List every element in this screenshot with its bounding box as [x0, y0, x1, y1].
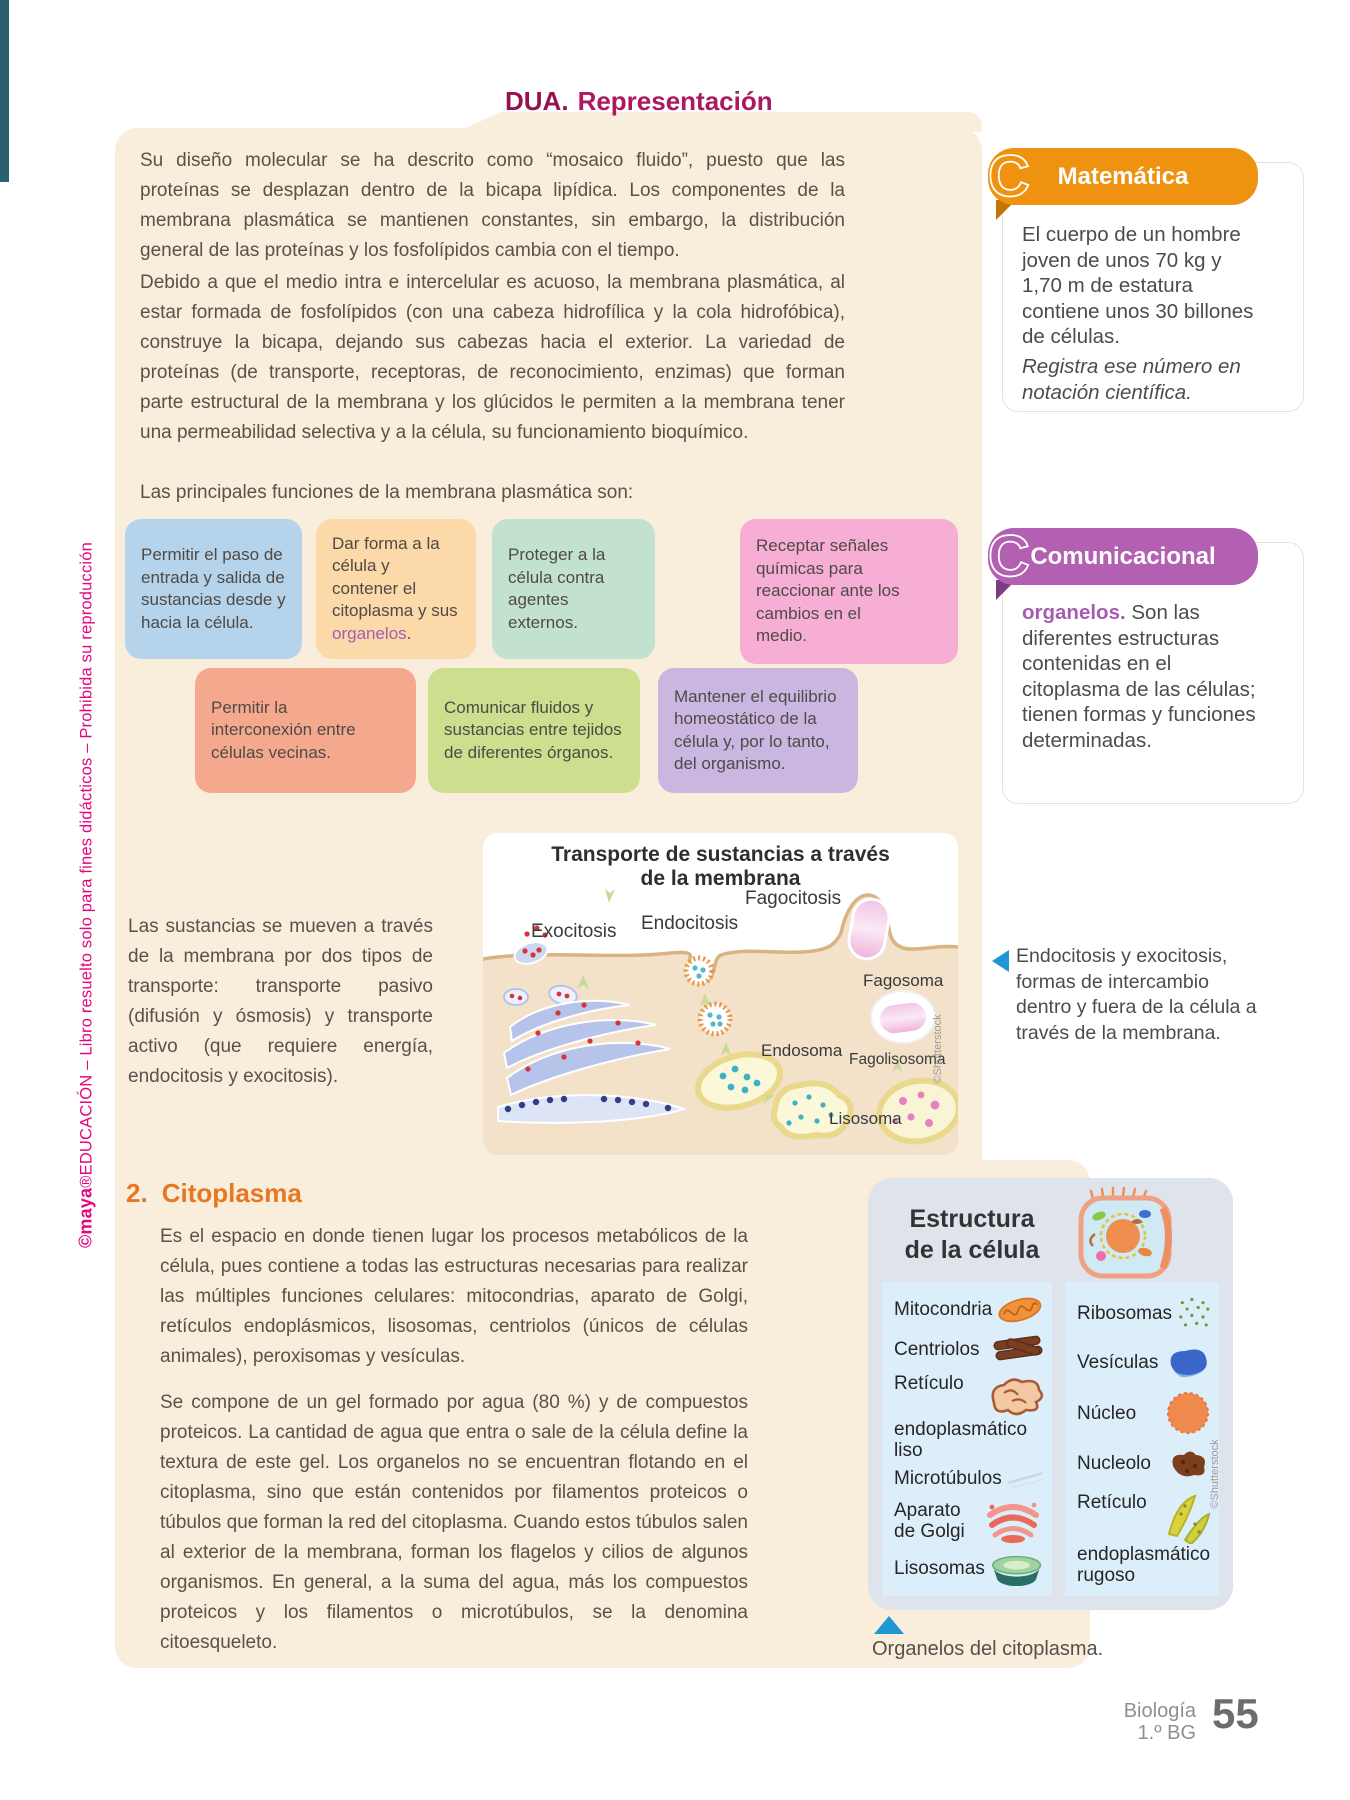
diagram-title-line2: de la membrana	[640, 867, 801, 890]
organelle-row-microtubulos	[894, 1468, 1044, 1489]
transport-paragraph: Las sustancias se mueven a través de la membrana por dos tipos de transporte: transporte pasivo (difusión y ósmosis) y transporte activo (que requiere energía, endocitosis y exocitosis).	[128, 916, 433, 1087]
membrane-paragraph-1: Su diseño molecular se ha descrito como “mosaico fluido”, puesto que las proteínas se desplazan dentro de la bicapa lipídica. Los componentes de la membrana plasmática se mantienen constantes, sin embargo, la distribución general de las proteínas y los fosfolípidos cambia con el tiempo.	[140, 150, 845, 261]
organelle-label: Núcleo	[1077, 1402, 1137, 1424]
matematica-body: El cuerpo de un hombre joven de unos 70 kg y 1,70 m de estatura contiene unos 30 billones de células.	[1022, 223, 1254, 348]
panel-credit: ©Shutterstock	[1209, 1439, 1221, 1509]
dua-label: DUA.	[505, 86, 569, 116]
membrane-transport-diagram	[483, 833, 958, 1155]
dua-tab-notch	[464, 112, 500, 129]
nucleus-icon	[1165, 1391, 1211, 1435]
organelle-label: Retículo endoplasmático liso	[894, 1372, 1028, 1461]
cell-structure-panel	[868, 1178, 1233, 1610]
endocitosis-pit	[686, 958, 712, 984]
organelle-row-lisosomas	[894, 1552, 1044, 1586]
function-box-text: Receptar señales químicas para reaccionar ante los cambios en el medio.	[756, 536, 900, 646]
publisher-name: ®EDUCACIÓN	[77, 1074, 96, 1188]
organelle-row-ribosomas	[1077, 1292, 1211, 1334]
section-heading-citoplasma	[126, 1178, 302, 1209]
caption-triangle-up-icon	[874, 1616, 904, 1634]
organelle-row-centriolos	[894, 1333, 1044, 1365]
section-title: Citoplasma	[161, 1178, 302, 1208]
label-fagosoma: Fagosoma	[863, 971, 944, 990]
membrane-diagram-caption: Endocitosis y exocitosis, formas de intercambio dentro y fuera de la célula a través de la membrana.	[1016, 945, 1257, 1044]
cell-thumbnail-icon	[1071, 1186, 1181, 1281]
footer-grade: 1.º BG	[1137, 1722, 1196, 1744]
nucleolus-icon	[1165, 1446, 1211, 1482]
organelle-label: Mitocondria	[894, 1298, 993, 1320]
glossary-term: organelos.	[1022, 601, 1126, 624]
diagram-title	[483, 843, 958, 891]
glossary-definition: Son las diferentes estructuras contenidas en el citoplasma de las células; tienen formas y funciones determinadas.	[1022, 601, 1256, 752]
svg-text:C: C	[988, 524, 1030, 589]
matematica-task: Registra ese número en notación científica.	[1022, 355, 1241, 404]
organelles-column-left	[882, 1282, 1052, 1596]
organelle-row-re-rugoso	[1077, 1492, 1211, 1586]
corner-accent-bar	[0, 0, 9, 182]
function-box-text: Permitir el paso de entrada y salida de sustancias desde y hacia la célula.	[141, 545, 286, 632]
box-text-before: Dar forma a la célula y contener el citoplasma y sus	[332, 533, 458, 621]
copyright-notice: – Libro resuelto solo para fines didácticos – Prohibida su reproducción	[77, 541, 96, 1075]
function-box-interconexion	[195, 668, 416, 793]
label-endocitosis: Endocitosis	[641, 913, 739, 934]
comunicacional-body	[1022, 600, 1270, 753]
organelles-caption: Organelos del citoplasma.	[872, 1638, 1104, 1660]
coated-vesicle	[700, 1004, 730, 1034]
box-text-after: .	[406, 623, 412, 643]
label-fagocitosis: Fagocitosis	[745, 888, 842, 909]
organelle-label: Retículo endoplasmático rugoso	[1077, 1492, 1211, 1586]
label-exocitosis: Exocitosis	[531, 921, 617, 942]
function-box-text: Mantener el equilibrio homeostático de la célula y, por lo tanto, del organismo.	[674, 686, 837, 773]
organelle-row-nucleolo	[1077, 1446, 1211, 1482]
function-box-text: Permitir la interconexión entre células vecinas.	[211, 697, 356, 762]
citoplasma-paragraph-2: Se compone de un gel formado por agua (80 %) y de compuestos proteicos. La cantidad de agua que entra o sale de la célula define la textura de este gel. Los organelos no se encuentran flotando en el citoplasma, sino que están contenidos por filamentos proteicos o túbulos que forman la red del citoplasma. Cuando estos túbulos salen al exterior de la membrana, forman los flagelos y cilios de algunos organismos. En general, a la suma del agua, más los compuestos proteicos y los filamentos o microtúbulos, se la denomina citoesqueleto.	[160, 1392, 748, 1653]
footer-course	[1058, 1700, 1196, 1744]
membrane-paragraph-2: Debido a que el medio intra e intercelular es acuoso, la membrana plasmática, al estar formada de fosfolípidos (con una cabeza hidrofílica y la cola hidrofóbica), construye la bicapa, dejando sus cabezas hacia el exterior. La variedad de proteínas (de transporte, receptoras, de reconocimiento, enzimas) que forman parte estructural de la membrana y los glúcidos le permiten a la membrana tener una permeabilidad selectiva y a la célula, su funcionamiento bioquímico.	[140, 272, 845, 443]
fagosoma-organelle	[871, 991, 935, 1043]
organelle-label: Centriolos	[894, 1338, 980, 1360]
diagram-credit: ©Shutterstock	[932, 1014, 944, 1084]
function-box-text	[332, 533, 460, 646]
citoplasma-paragraph-1: Es el espacio en donde tienen lugar los procesos metabólicos de la célula, pues contiene a todas las estructuras necesarias para realizar las múltiples funciones celulares: mitocondrias, aparato de Golgi, retículos endoplásmicos, lisosomas, centriolos (únicos de células animales), peroxisomas y vesículas.	[160, 1226, 748, 1367]
dua-topic: Representación	[577, 86, 773, 116]
function-box-proteger	[492, 519, 655, 659]
comunicacional-title: Comunicacional	[1030, 542, 1216, 570]
copyright-vertical	[76, 542, 97, 1248]
function-box-comunicar	[428, 668, 640, 793]
section-number: 2.	[126, 1178, 148, 1208]
functions-intro: Las principales funciones de la membrana plasmática son:	[140, 482, 634, 503]
matematica-title: Matemática	[1057, 162, 1189, 190]
smooth-er-icon	[986, 1373, 1044, 1419]
centrioles-icon	[990, 1333, 1044, 1365]
panel-title	[886, 1204, 1058, 1266]
organelle-label: Aparato de Golgi	[894, 1499, 965, 1542]
vesicles-icon	[1165, 1345, 1211, 1381]
c-badge-icon	[984, 144, 1046, 210]
page-number: 55	[1212, 1690, 1259, 1737]
box-text-highlight: organelos	[332, 623, 407, 643]
publisher-logo: ©maya	[75, 1187, 96, 1249]
mitochondria-icon	[996, 1292, 1044, 1326]
microtubules-icon	[1006, 1469, 1044, 1489]
organelle-row-re-liso	[894, 1373, 1044, 1461]
panel-title-line2: de la célula	[904, 1236, 1040, 1264]
ribosomes-icon	[1176, 1292, 1211, 1334]
function-box-text: Proteger a la célula contra agentes externos.	[508, 545, 606, 632]
golgi-icon	[982, 1497, 1044, 1545]
organelle-row-mitocondria	[894, 1292, 1044, 1326]
function-box-text: Comunicar fluidos y sustancias entre tejidos de diferentes órganos.	[444, 697, 622, 762]
organelle-row-nucleo	[1077, 1391, 1211, 1435]
function-box-homeostasis	[658, 668, 858, 793]
organelle-row-golgi	[894, 1497, 1044, 1545]
function-box-dar-forma	[316, 519, 476, 659]
dua-heading	[505, 86, 773, 117]
c-badge-icon	[984, 524, 1046, 590]
organelle-label: Nucleolo	[1077, 1453, 1151, 1474]
svg-text:C: C	[988, 144, 1030, 209]
label-fagolisosoma: Fagolisosoma	[849, 1051, 946, 1068]
caption-triangle-left-icon	[992, 950, 1009, 972]
lysosome-icon	[989, 1552, 1044, 1586]
label-lisosoma: Lisosoma	[829, 1109, 902, 1128]
footer-subject: Biología	[1123, 1700, 1196, 1722]
rough-er-icon	[1159, 1492, 1211, 1544]
organelle-row-vesiculas	[1077, 1345, 1211, 1381]
organelle-label: Microtúbulos	[894, 1468, 1002, 1490]
organelles-column-right	[1065, 1282, 1219, 1596]
organelle-label: Ribosomas	[1077, 1302, 1173, 1324]
panel-title-line1: Estructura	[909, 1205, 1035, 1233]
function-box-receptar	[740, 519, 958, 664]
organelle-label: Vesículas	[1077, 1352, 1159, 1373]
diagram-title-line1: Transporte de sustancias a través	[551, 843, 890, 866]
organelle-label: Lisosomas	[894, 1558, 985, 1580]
function-box-paso-sustancias	[125, 519, 302, 659]
label-endosoma: Endosoma	[761, 1041, 843, 1060]
